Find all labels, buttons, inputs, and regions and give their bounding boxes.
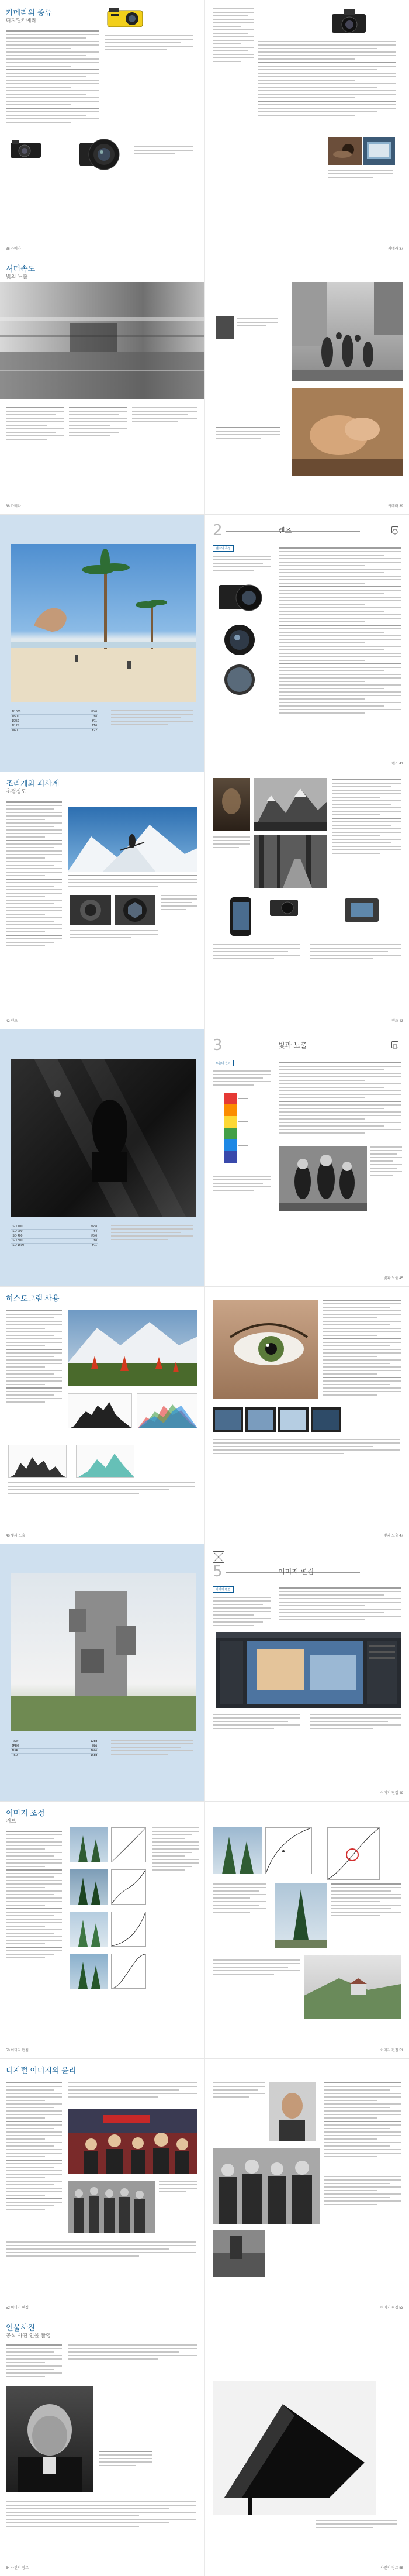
body-text-2	[213, 944, 300, 962]
page-left	[0, 1802, 204, 2058]
intro-text	[213, 1070, 271, 1088]
spread-camera-types	[0, 0, 409, 257]
photo-caption	[8, 1482, 195, 1496]
intro-text	[213, 556, 271, 573]
body-text-3	[310, 1714, 401, 1731]
section-title: 인물사진	[6, 2323, 36, 2332]
eye-viewfinder-photo	[328, 137, 362, 165]
spread-portrait	[0, 2316, 409, 2576]
page-left	[0, 1029, 204, 1286]
crowd-celebration-photo	[68, 2109, 197, 2174]
cell: ISO 400	[12, 1234, 23, 1238]
iso-table	[11, 1225, 98, 1248]
cell: 1/250	[12, 719, 19, 723]
body-text	[6, 2344, 62, 2379]
table-row	[11, 715, 98, 719]
blurry-portrait-photo	[213, 778, 250, 831]
cell: f/22	[92, 729, 97, 732]
table-row	[11, 1230, 98, 1234]
page-right	[204, 1029, 409, 1286]
zone-scale-chart	[219, 1093, 254, 1169]
cell: RAW	[12, 1740, 19, 1743]
table-row	[11, 729, 98, 733]
cell: 1/60	[12, 729, 18, 732]
page-right	[204, 0, 409, 257]
table-row	[11, 1234, 98, 1239]
photo-caption	[70, 930, 158, 941]
rangefinder-camera-photo	[8, 136, 43, 161]
cell: 8bit	[92, 1744, 97, 1748]
page-folio: 이미지 편집 53	[380, 2306, 403, 2310]
table-row	[11, 1754, 98, 1758]
table-row	[11, 719, 98, 724]
histogram-cyan-chart	[76, 1445, 134, 1478]
table-row	[11, 1744, 98, 1749]
page-folio: 52 이미지 편집	[6, 2306, 29, 2310]
body-text	[6, 30, 99, 125]
page-folio: 38 카메라	[6, 505, 21, 508]
tiltshift-camera-photo	[341, 894, 382, 927]
page-folio: 이미지 편집 51	[380, 2049, 403, 2052]
table-row	[11, 724, 98, 729]
body-text	[279, 1587, 401, 1623]
hill-house-photo	[304, 1955, 401, 2019]
body-text	[279, 547, 401, 716]
modern-building-photo	[11, 1573, 196, 1731]
page-right	[204, 257, 409, 514]
body-text	[6, 407, 64, 442]
software-screenshot	[216, 1632, 401, 1708]
page-folio: 50 이미지 편집	[6, 2049, 29, 2052]
photo-caption	[237, 318, 278, 329]
camera-dial-photo	[70, 895, 111, 925]
cell: TIFF	[12, 1749, 18, 1752]
cell: f/16	[92, 724, 97, 728]
cell: f/2.8	[91, 1225, 97, 1228]
spread-histogram	[0, 1287, 409, 1544]
section-tag: 이미지 편집	[213, 1586, 234, 1593]
body-text	[6, 1831, 62, 1961]
camera-with-lens-photo	[213, 579, 269, 617]
body-text-3	[310, 944, 401, 962]
street-crowd-photo	[292, 282, 403, 381]
cell: PSD	[12, 1754, 18, 1757]
prime-lens-photo	[222, 622, 257, 657]
hands-closeup-photo	[292, 388, 403, 476]
cell: f/8	[93, 715, 97, 718]
cell: f/11	[92, 1244, 97, 1247]
table-row	[11, 1239, 98, 1244]
body-text-2	[68, 2344, 197, 2362]
section-subtitle: 디지털카메라	[6, 18, 37, 23]
page-left	[0, 2059, 204, 2316]
side-column	[370, 1146, 402, 1178]
spread-shutter-speed	[0, 257, 409, 515]
cell: ISO 200	[12, 1230, 23, 1233]
page-folio: 렌즈 41	[391, 762, 403, 766]
photo-caption	[213, 836, 250, 850]
table-row	[11, 710, 98, 715]
page-folio: 빛과 노출 47	[383, 1534, 403, 1538]
curve-graph-2	[111, 1869, 146, 1905]
cell: ISO 1600	[12, 1244, 25, 1247]
page-left	[0, 515, 204, 772]
photo-caption	[99, 2451, 152, 2468]
intro-text	[213, 1597, 271, 1628]
section-tag: 렌즈의 특성	[213, 545, 234, 552]
body-text-3	[6, 2241, 196, 2259]
body-text-2	[213, 1714, 300, 1731]
light-meter-icon	[391, 1041, 398, 1048]
body-text-2	[324, 2082, 401, 2160]
cell: f/8	[93, 1239, 97, 1242]
trees-curve-3	[70, 1912, 108, 1947]
beach-palm-photo	[11, 544, 196, 702]
page-right	[204, 1802, 409, 2058]
cell: 1/500	[12, 715, 19, 718]
chapter-title: 렌즈	[278, 526, 292, 535]
section-subtitle: 커브	[6, 1818, 16, 1824]
skier-mountain-photo	[68, 807, 197, 872]
side-note	[111, 1225, 193, 1242]
page-right	[204, 1287, 409, 1544]
bw-children-photo	[279, 1146, 367, 1211]
section-subtitle: 초점심도	[6, 788, 26, 794]
body-text-2	[68, 2082, 197, 2100]
page-left	[0, 0, 204, 257]
body-text-3	[324, 2176, 401, 2207]
page-folio: 카메라 39	[388, 505, 403, 508]
page-right	[204, 1544, 409, 1801]
spread-lens-chapter	[0, 515, 409, 772]
cell: JPEG	[12, 1744, 20, 1748]
exposure-comparison-2	[245, 1407, 276, 1432]
trees-curve-5	[213, 1827, 262, 1874]
exposure-comparison-4	[311, 1407, 341, 1432]
page-left	[0, 2316, 204, 2576]
exposure-comparison-3	[278, 1407, 309, 1432]
page-folio: 카메라 37	[388, 247, 403, 251]
page-right	[204, 515, 409, 772]
eye-closeup-photo	[213, 1300, 318, 1399]
body-text-2	[258, 41, 396, 118]
body-text-2	[69, 407, 127, 439]
section-title: 이미지 조정	[6, 1809, 45, 1817]
section-subtitle: 빛의 노출	[6, 274, 28, 280]
side-column	[161, 895, 197, 912]
spread-aperture	[0, 772, 409, 1029]
chapter-rule	[226, 531, 360, 532]
piano-lid-photo	[213, 2381, 376, 2515]
table-row	[11, 1225, 98, 1230]
compact-camera-photo	[105, 7, 146, 29]
body-text	[6, 801, 62, 949]
side-column	[152, 1827, 199, 1873]
trees-curve-4	[70, 1954, 108, 1989]
cell: 1/1000	[12, 710, 21, 714]
photo-caption	[134, 146, 193, 157]
cell: f/4	[93, 1230, 97, 1233]
page-left	[0, 1287, 204, 1544]
section-title: 카메라의 종류	[6, 8, 52, 17]
smartphone-photo	[228, 896, 254, 937]
body-text-3	[213, 1959, 300, 1977]
page-folio: 42 렌즈	[6, 1020, 18, 1023]
dial-detail-photo	[216, 316, 234, 339]
spread-curves	[0, 1802, 409, 2059]
chapter-title: 빛과 노출	[278, 1041, 307, 1049]
cell: 16bit	[91, 1754, 97, 1757]
trees-curve-2	[70, 1869, 108, 1905]
section-title: 히스토그램 사용	[6, 1294, 60, 1303]
cell: f/5.6	[91, 710, 97, 714]
lens-icon	[391, 526, 398, 533]
cell: f/11	[92, 719, 97, 723]
chapter-number: 3	[213, 1036, 223, 1054]
body-text-2	[213, 1439, 400, 1456]
chapter-number: 5	[213, 1563, 223, 1580]
histogram-bw-chart	[8, 1445, 67, 1478]
body-text	[6, 2082, 62, 2212]
page-right	[204, 2059, 409, 2316]
page-folio: 46 빛과 노출	[6, 1534, 26, 1538]
rgb-histogram-chart	[137, 1393, 197, 1428]
street-bw-photo	[213, 2230, 265, 2277]
body-text-3	[6, 2501, 196, 2529]
soldiers-bw-photo	[68, 2181, 155, 2233]
curve-graph-1	[111, 1827, 146, 1862]
cell: ISO 100	[12, 1225, 23, 1228]
section-title: 셔터속도	[6, 264, 36, 273]
body-text-3	[132, 407, 197, 425]
spread-digital-manipulation	[0, 2059, 409, 2316]
cell: 16bit	[91, 1749, 97, 1752]
body-text	[279, 1062, 401, 1136]
chapter-number: 2	[213, 522, 223, 539]
photo-caption	[216, 427, 280, 441]
table-row	[11, 1244, 98, 1248]
officials-bw-photo	[213, 2148, 320, 2224]
page-folio: 빛과 노출 45	[383, 1277, 403, 1280]
lcd-screen-photo	[363, 137, 395, 165]
page-folio: 사진의 장르 55	[380, 2567, 403, 2570]
mirrorless-camera-photo	[328, 6, 369, 39]
cell: 1/125	[12, 724, 19, 728]
curve-graph-4	[111, 1954, 146, 1989]
spread-exposure-chapter	[0, 1029, 409, 1287]
photo-caption	[159, 2181, 197, 2195]
page-left	[0, 1544, 204, 1801]
body-text-2	[213, 1176, 271, 1193]
exposure-table	[11, 710, 98, 733]
side-note	[111, 1740, 193, 1757]
mountain-flowers-photo	[68, 1310, 197, 1386]
body-text-2	[331, 1883, 401, 1919]
page-folio: 이미지 편집 49	[380, 1792, 403, 1795]
photo-caption	[316, 2520, 397, 2530]
section-subtitle: 공식 사진 인물 촬영	[6, 2333, 51, 2339]
side-note	[111, 710, 193, 728]
page-left	[0, 257, 204, 514]
page-folio: 36 카메라	[6, 247, 21, 251]
mountain-peaks-photo	[254, 778, 327, 831]
dslr-lens-photo	[76, 135, 123, 173]
page-left	[0, 772, 204, 1029]
trees-curve-1	[70, 1827, 108, 1862]
curve-graph-5	[265, 1827, 312, 1874]
photo-caption	[68, 875, 197, 889]
motion-blur-photo	[0, 282, 204, 399]
page-folio: 54 사진의 장르	[6, 2567, 29, 2570]
body-text	[6, 1310, 62, 1405]
cell: 12bit	[91, 1740, 97, 1743]
section-title: 조리개와 피사계	[6, 779, 60, 788]
table-row	[11, 1749, 98, 1754]
histogram-chart	[68, 1393, 132, 1428]
night-scene-photo	[11, 1059, 196, 1217]
page-right	[204, 772, 409, 1029]
page-right	[204, 2316, 409, 2576]
format-table	[11, 1740, 98, 1758]
page-folio: 렌즈 43	[391, 1020, 403, 1023]
body-text	[323, 1300, 401, 1398]
body-text-2	[105, 35, 193, 53]
cypress-tree-photo	[275, 1883, 327, 1948]
section-title: 디지털 이미지의 윤리	[6, 2066, 77, 2075]
portrait-color-photo	[269, 2082, 316, 2141]
lens-aperture-photo	[115, 895, 155, 925]
exposure-comparison-1	[213, 1407, 243, 1432]
cell: ISO 800	[12, 1239, 23, 1242]
curve-graph-red	[327, 1827, 380, 1880]
body-text	[332, 779, 401, 856]
spread-editing-chapter	[0, 1544, 409, 1802]
body-text	[213, 1883, 266, 1915]
section-tag: 노출의 원리	[213, 1060, 234, 1066]
forest-path-photo	[254, 835, 327, 888]
photo-caption	[328, 170, 393, 180]
compact-camera-photo	[269, 896, 299, 918]
curve-graph-3	[111, 1912, 146, 1947]
body-text	[213, 8, 254, 64]
body-text	[213, 2082, 265, 2100]
table-row	[11, 1740, 98, 1744]
chapter-title: 이미지 편집	[278, 1568, 314, 1576]
famous-portrait-photo	[6, 2386, 93, 2492]
edit-square-icon	[213, 1551, 224, 1563]
cell: f/5.6	[91, 1234, 97, 1238]
filter-photo	[222, 662, 257, 697]
